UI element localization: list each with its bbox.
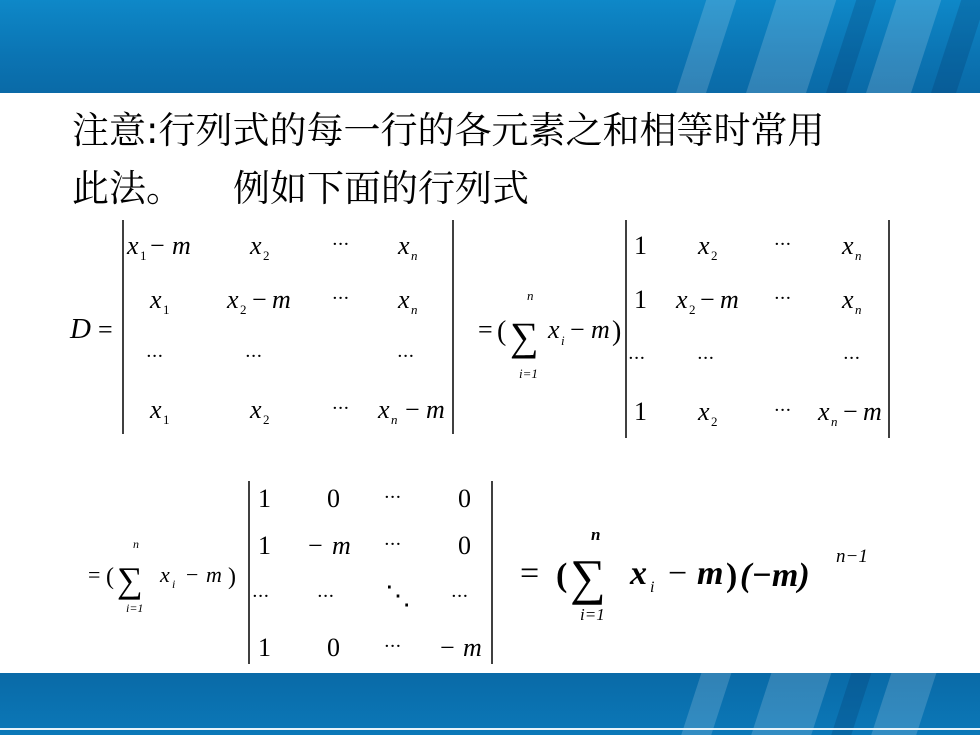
sum-upper: n (591, 525, 601, 544)
matrix-cell: x (227, 285, 239, 314)
sigma-sign: ∑ (570, 549, 606, 605)
sum-upper: n (133, 537, 139, 551)
open-paren: ( (497, 316, 507, 347)
hdots: ··· (843, 348, 861, 369)
minus-sign: − (308, 531, 323, 560)
matrix-cell: x (127, 231, 139, 260)
matrix-cell: m (172, 231, 191, 260)
matrix-cell: 1 (634, 285, 647, 314)
det-symbol-D: D (70, 313, 91, 345)
subscript: n (411, 248, 418, 263)
minus-sign: − (405, 395, 420, 424)
subscript: i (650, 579, 655, 596)
exponent: n−1 (836, 546, 868, 567)
sum-term: m (206, 562, 222, 587)
matrix-cell: x (818, 397, 830, 426)
sum-lower: i=1 (126, 601, 144, 615)
matrix-cell: x (398, 285, 410, 314)
result-term: m (697, 555, 724, 592)
matrix-cell: 1 (258, 633, 271, 662)
matrix-cell: 0 (327, 633, 340, 662)
minus-sign: − (843, 397, 858, 426)
matrix-cell: x (842, 231, 854, 260)
hdots: ··· (317, 586, 335, 607)
hdots: ··· (146, 346, 164, 367)
matrix-cell: 0 (458, 484, 471, 513)
minus-sign: − (252, 285, 267, 314)
hdots: ··· (245, 346, 263, 367)
ddots: ⋱ (385, 581, 411, 610)
minus-sign: − (186, 562, 199, 587)
subscript: 2 (689, 302, 696, 317)
equals-sign: = (88, 562, 101, 587)
matrix-cell: 0 (327, 484, 340, 513)
subscript: 2 (263, 412, 270, 427)
hdots: ··· (774, 400, 792, 421)
matrix-cell: x (842, 285, 854, 314)
subscript: 1 (140, 248, 147, 263)
subscript: n (855, 248, 862, 263)
sigma-sign: ∑ (117, 560, 143, 600)
heading-phrase-b: 例如下面的行列式 (233, 167, 529, 210)
close-paren: ) (726, 557, 738, 594)
hdots: ··· (697, 348, 715, 369)
matrix-cell: x (150, 285, 162, 314)
hdots: ··· (252, 586, 270, 607)
subscript: 2 (711, 414, 718, 429)
matrix-cell: x (698, 397, 710, 426)
matrix-cell: x (250, 395, 262, 424)
hdots: ··· (628, 348, 646, 369)
matrix-cell: 1 (258, 531, 271, 560)
open-paren: ( (556, 557, 568, 594)
matrix-cell: m (332, 531, 351, 560)
hdots: ··· (397, 346, 415, 367)
matrix-cell: 1 (634, 397, 647, 426)
subscript: n (855, 302, 862, 317)
sum-upper: n (527, 288, 534, 303)
result-term: x (630, 555, 647, 592)
matrix-cell: m (720, 285, 739, 314)
slide-heading-line-1: 注意:行列式的每一行的各元素之和相等时常用 (72, 109, 825, 152)
close-paren: ) (612, 316, 622, 347)
result-factor: (−m) (740, 557, 810, 594)
minus-sign: − (440, 633, 455, 662)
heading-phrase-a: 此法。 (72, 167, 183, 210)
equals-sign: = (98, 315, 113, 344)
subscript: 1 (163, 412, 170, 427)
hdots: ··· (384, 487, 402, 508)
minus-sign: − (570, 315, 585, 344)
minus-sign: − (150, 231, 165, 260)
equals-sign: = (520, 555, 540, 592)
subscript: n (411, 302, 418, 317)
matrix-cell: x (378, 395, 390, 424)
hdots: ··· (332, 398, 350, 419)
subscript: 2 (240, 302, 247, 317)
hdots: ··· (332, 234, 350, 255)
sum-term: x (548, 315, 560, 344)
matrix-cell: 1 (634, 231, 647, 260)
hdots: ··· (451, 586, 469, 607)
minus-sign: − (700, 285, 715, 314)
matrix-cell: x (676, 285, 688, 314)
matrix-cell: m (463, 633, 482, 662)
sum-lower: i=1 (519, 366, 538, 381)
equals-sign: = (478, 315, 493, 344)
subscript: n (391, 412, 398, 427)
subscript: i (172, 577, 176, 591)
matrix-cell: m (426, 395, 445, 424)
matrix-cell: x (398, 231, 410, 260)
close-paren: ) (228, 564, 236, 590)
subscript: i (561, 333, 565, 348)
matrix-cell: x (698, 231, 710, 260)
subscript: 1 (163, 302, 170, 317)
hdots: ··· (774, 288, 792, 309)
matrix-cell: m (863, 397, 882, 426)
hdots: ··· (384, 534, 402, 555)
matrix-cell: 1 (258, 484, 271, 513)
matrix-cell: x (250, 231, 262, 260)
minus-sign: − (668, 555, 688, 592)
hdots: ··· (774, 234, 792, 255)
open-paren: ( (106, 564, 114, 590)
sum-term: m (591, 315, 610, 344)
sum-lower: i=1 (580, 605, 605, 624)
subscript: 2 (263, 248, 270, 263)
subscript: 2 (711, 248, 718, 263)
matrix-cell: 0 (458, 531, 471, 560)
sigma-sign: ∑ (510, 314, 539, 359)
hdots: ··· (332, 288, 350, 309)
hdots: ··· (384, 636, 402, 657)
subscript: n (831, 414, 838, 429)
matrix-cell: x (150, 395, 162, 424)
matrix-cell: m (272, 285, 291, 314)
sum-term: x (160, 562, 170, 587)
